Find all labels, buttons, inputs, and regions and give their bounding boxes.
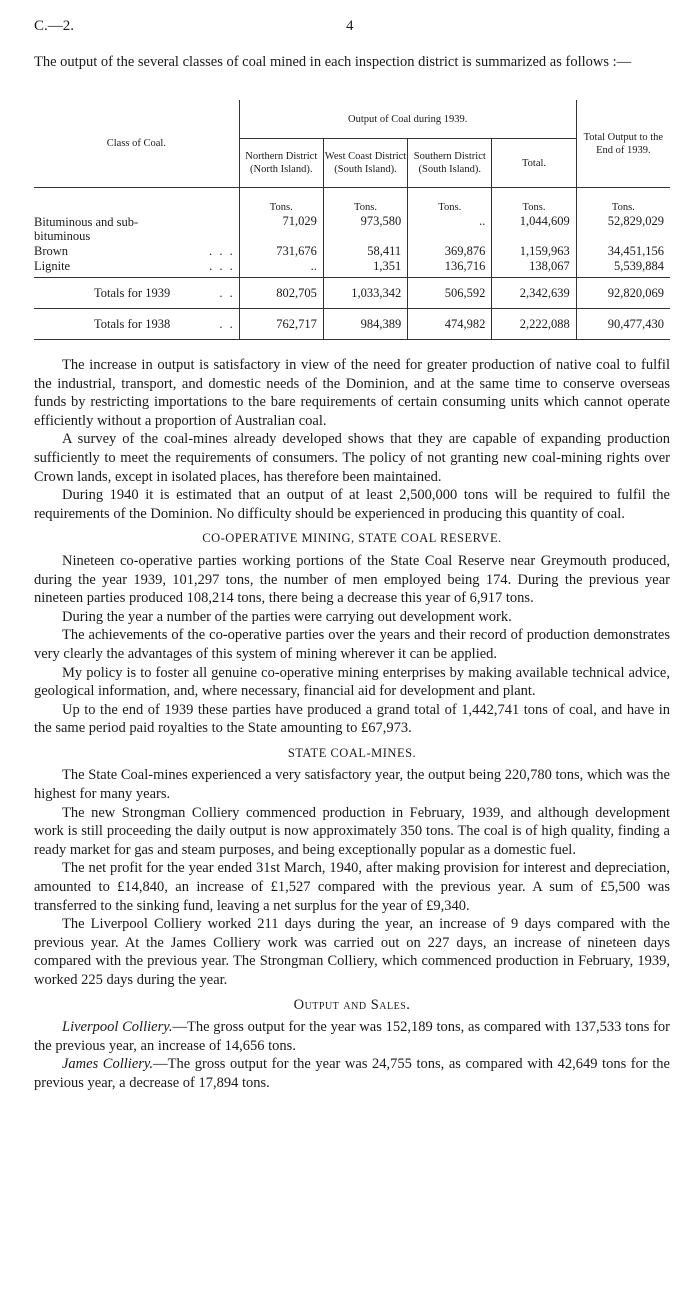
cell-total-to-date: 34,451,156 xyxy=(576,244,670,259)
colliery-text: —The gross output for the year was 24,755 tons, as compared with 42,649 tons for the previous year, a decrease of 17,894 tons. xyxy=(34,1056,670,1091)
body-text xyxy=(34,356,670,1093)
totals-label: Totals for 1938 xyxy=(94,316,171,331)
table-row xyxy=(34,214,670,244)
row-label: Lignite xyxy=(34,259,71,273)
cell-total-to-date: 5,539,884 xyxy=(576,259,670,278)
cell-southern: 506,592 xyxy=(408,278,492,309)
paragraph: A survey of the coal-mines already developed shows that they are capable of expanding production sufficiently to meet the requirements of consumers. The policy of not granting new coal-mining rights over Crown lands, except in isolated places, has therefore been maintained. xyxy=(34,431,670,485)
paragraph: Up to the end of 1939 these parties have produced a grand total of 1,442,741 tons of coal, and have in the same period paid royalties to the State amounting to £67,973. xyxy=(34,701,670,737)
cell-southern: .. xyxy=(408,214,492,244)
cell-total: 2,222,088 xyxy=(492,309,576,340)
westcoast-header: West Coast District (South Island). xyxy=(323,139,407,188)
section-heading-output: Output and Sales. xyxy=(293,996,411,1013)
cell-northern: 71,029 xyxy=(239,214,323,244)
colliery-name: Liverpool Colliery. xyxy=(62,1019,173,1036)
northern-header: Northern District (North Island). xyxy=(239,139,323,188)
paragraph-liverpool xyxy=(34,1018,670,1055)
paragraph: The Liverpool Colliery worked 211 days during the year, an increase of 9 days compared with the previous year. At the James Colliery work was carried out on 227 days, an increase of nineteen days compared with the previous year. The Strongman Colliery, which commenced production in February, 1939, worked 225 days during the year. xyxy=(34,916,670,988)
cell-total-to-date: 92,820,069 xyxy=(576,278,670,309)
coal-output-table xyxy=(34,100,670,340)
totals-1938-row: Totals for 1938 . . 762,717 984,389 474,982 2,222,088 90,477,430 xyxy=(34,309,670,340)
southern-header: Southern District (South Island). xyxy=(408,139,492,188)
cell-westcoast: 1,351 xyxy=(323,259,407,278)
cell-southern: 136,716 xyxy=(408,259,492,278)
cell-total: 2,342,639 xyxy=(492,278,576,309)
cell-westcoast: 973,580 xyxy=(323,214,407,244)
cell-northern: 762,717 xyxy=(239,309,323,340)
cell-southern: 474,982 xyxy=(408,309,492,340)
row-label: Bituminous and sub-bituminous xyxy=(34,215,139,243)
section-heading-state: STATE COAL-MINES. xyxy=(287,745,417,760)
unit-cell: Tons. xyxy=(408,188,492,215)
table-row: Lignite . . . .. 1,351 136,716 138,067 5,539,884 xyxy=(34,259,670,278)
cell-southern: 369,876 xyxy=(408,244,492,259)
page-number: 4 xyxy=(346,18,354,34)
totals-1939-row: Totals for 1939 . . 802,705 1,033,342 506,592 2,342,639 92,820,069 xyxy=(34,278,670,309)
cell-northern: 731,676 xyxy=(239,244,323,259)
paragraph: The achievements of the co-operative parties over the years and their record of production demonstrates very clearly the advantages of this system of mining wherever it can be applied. xyxy=(34,627,670,662)
total-to-date-header: Total Output to the End of 1939. xyxy=(576,100,670,188)
paragraph: The net profit for the year ended 31st March, 1940, after making provision for interest and depreciation, amounted to £14,840, an increase of £1,527 compared with the previous year. A sum of £5,500 was transferred to the sinking fund, leaving a net surplus for the year of £9,340. xyxy=(34,860,670,914)
row-label: Brown xyxy=(34,244,69,258)
paragraph: During 1940 it is estimated that an output of at least 2,500,000 tons will be required to fulfil the requirements of the Dominion. No difficulty should be experienced in producing this quantity of coal. xyxy=(34,487,670,522)
cell-total: 1,044,609 xyxy=(492,214,576,244)
unit-cell: Tons. xyxy=(239,188,323,215)
class-header: Class of Coal. xyxy=(34,100,239,188)
document-reference: C.—2. xyxy=(34,18,75,34)
paragraph: The State Coal-mines experienced a very satisfactory year, the output being 220,780 tons, which was the highest for many years. xyxy=(34,767,670,803)
cell-northern: 802,705 xyxy=(239,278,323,309)
unit-cell: Tons. xyxy=(492,188,576,215)
paragraph: My policy is to foster all genuine co-operative mining enterprises by making available technical advice, geological information, and, where necessary, financial aid for development and plant. xyxy=(34,664,670,700)
cell-total: 138,067 xyxy=(492,259,576,278)
paragraph-james xyxy=(34,1055,670,1092)
paragraph: The increase in output is satisfactory in view of the need for greater production of native coal to fulfil the industrial, transport, and domestic needs of the Dominion, and at the same time to conserve overseas funds by restricting importations to the bare requirements of certain consuming units which cannot operate efficiently without a proportion of Australian coal. xyxy=(34,357,670,429)
cell-westcoast: 58,411 xyxy=(323,244,407,259)
paragraph: Nineteen co-operative parties working portions of the State Coal Reserve near Greymouth produced, during the year 1939, 101,297 tons, the number of men employed being 174. During the previous year nineteen parties produced 108,214 tons, there being a decrease this year of 6,917 tons. xyxy=(34,552,670,607)
total-header: Total. xyxy=(492,139,576,188)
paragraph: The new Strongman Colliery commenced production in February, 1939, and although development work is still proceeding the daily output is now approximately 350 tons. The coal is of high quality, finding a ready market for gas and steam purposes, and being exceptionally popular as a domestic fuel. xyxy=(34,804,670,858)
unit-cell: Tons. xyxy=(323,188,407,215)
colliery-text: —The gross output for the year was 152,189 tons, as compared with 137,533 tons for the previous year, an increase of 14,656 tons. xyxy=(34,1019,670,1054)
units-row xyxy=(34,188,670,215)
unit-cell: Tons. xyxy=(576,188,670,215)
cell-total-to-date: 52,829,029 xyxy=(576,214,670,244)
cell-westcoast: 984,389 xyxy=(323,309,407,340)
output-header: Output of Coal during 1939. xyxy=(239,100,576,139)
cell-total-to-date: 90,477,430 xyxy=(576,309,670,340)
section-heading-coop: CO-OPERATIVE MINING, STATE COAL RESERVE. xyxy=(202,531,502,546)
colliery-name: James Colliery. xyxy=(62,1056,154,1073)
cell-northern: .. xyxy=(239,259,323,278)
table-row: Brown . . . 731,676 58,411 369,876 1,159,963 34,451,156 xyxy=(34,244,670,259)
totals-label: Totals for 1939 xyxy=(94,285,171,300)
cell-westcoast: 1,033,342 xyxy=(323,278,407,309)
cell-total: 1,159,963 xyxy=(492,244,576,259)
intro-paragraph: The output of the several classes of coal mined in each inspection district is summarized as follows :— xyxy=(34,54,632,70)
paragraph: During the year a number of the parties were carrying out development work. xyxy=(62,608,512,625)
